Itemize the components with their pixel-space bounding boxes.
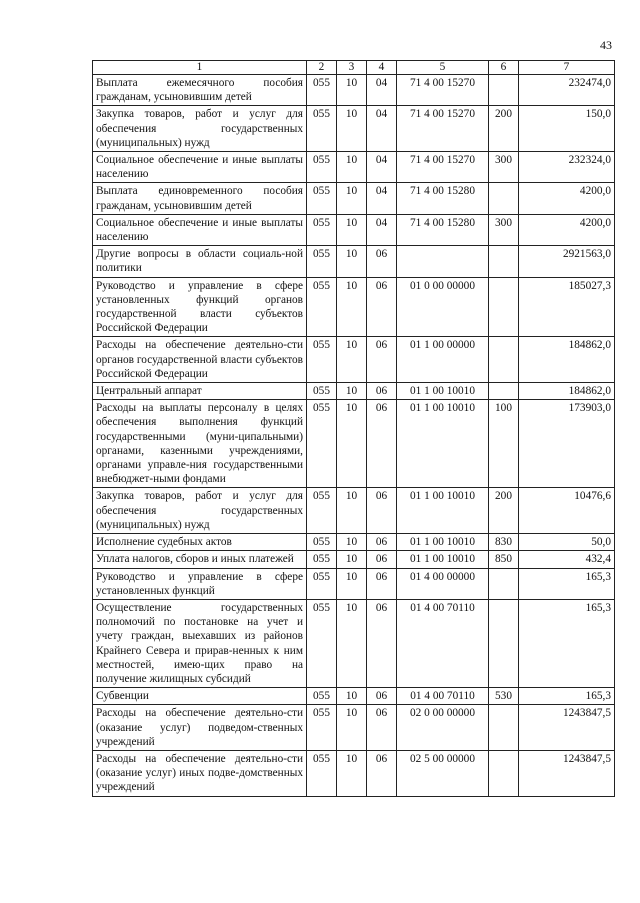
expense-type-cell <box>489 246 519 277</box>
table-row <box>93 488 615 534</box>
target-article-cell: 71 4 00 15270 <box>397 75 489 106</box>
target-article-cell: 01 1 00 10010 <box>397 488 489 534</box>
subsection-code-cell: 06 <box>367 383 397 400</box>
section-code-cell: 10 <box>337 75 367 106</box>
subsection-code-cell: 06 <box>367 688 397 705</box>
item-name-cell: Другие вопросы в области социаль-ной политики <box>93 246 307 277</box>
subsection-code-cell: 04 <box>367 214 397 245</box>
ministry-code-cell: 055 <box>307 383 337 400</box>
ministry-code-cell: 055 <box>307 152 337 183</box>
ministry-code-cell: 055 <box>307 705 337 751</box>
subsection-code-cell: 06 <box>367 568 397 599</box>
section-code-cell: 10 <box>337 214 367 245</box>
amount-cell: 165,3 <box>519 568 615 599</box>
table-row <box>93 75 615 106</box>
expense-type-cell <box>489 599 519 687</box>
item-name-cell: Социальное обеспечение и иные выплаты населению <box>93 152 307 183</box>
ministry-code-cell: 055 <box>307 246 337 277</box>
column-header: 6 <box>489 61 519 75</box>
column-header: 2 <box>307 61 337 75</box>
target-article-cell: 71 4 00 15280 <box>397 214 489 245</box>
section-code-cell: 10 <box>337 551 367 568</box>
item-name-cell: Расходы на обеспечение деятельно-сти (оказание услуг) иных подве-домственных учреждений <box>93 750 307 796</box>
ministry-code-cell: 055 <box>307 534 337 551</box>
target-article-cell: 01 4 00 00000 <box>397 568 489 599</box>
amount-cell: 4200,0 <box>519 183 615 214</box>
subsection-code-cell: 06 <box>367 488 397 534</box>
target-article-cell: 02 0 00 00000 <box>397 705 489 751</box>
section-code-cell: 10 <box>337 534 367 551</box>
amount-cell: 184862,0 <box>519 337 615 383</box>
item-name-cell: Расходы на выплаты персоналу в целях обеспечения выполнения функций государственными (муни-ципальными) органами, казенными учреждениями, органами управле-ния государственными внебюджет-ными фондами <box>93 400 307 488</box>
ministry-code-cell: 055 <box>307 688 337 705</box>
expense-type-cell <box>489 750 519 796</box>
item-name-cell: Выплата единовременного пособия гражданам, усыновившим детей <box>93 183 307 214</box>
ministry-code-cell: 055 <box>307 337 337 383</box>
expense-type-cell <box>489 705 519 751</box>
ministry-code-cell: 055 <box>307 488 337 534</box>
amount-cell: 150,0 <box>519 106 615 152</box>
table-row <box>93 152 615 183</box>
amount-cell: 232474,0 <box>519 75 615 106</box>
target-article-cell: 71 4 00 15280 <box>397 183 489 214</box>
item-name-cell: Закупка товаров, работ и услуг для обеспечения государственных (муниципальных) нужд <box>93 488 307 534</box>
target-article-cell <box>397 246 489 277</box>
item-name-cell: Субвенции <box>93 688 307 705</box>
ministry-code-cell: 055 <box>307 750 337 796</box>
section-code-cell: 10 <box>337 400 367 488</box>
table-row <box>93 750 615 796</box>
expense-type-cell: 830 <box>489 534 519 551</box>
ministry-code-cell: 055 <box>307 183 337 214</box>
table-row <box>93 551 615 568</box>
ministry-code-cell: 055 <box>307 400 337 488</box>
amount-cell: 1243847,5 <box>519 705 615 751</box>
table-row <box>93 568 615 599</box>
table-row <box>93 400 615 488</box>
expense-type-cell: 300 <box>489 152 519 183</box>
table-row <box>93 246 615 277</box>
ministry-code-cell: 055 <box>307 75 337 106</box>
table-row <box>93 383 615 400</box>
target-article-cell: 01 1 00 10010 <box>397 551 489 568</box>
expense-type-cell <box>489 383 519 400</box>
amount-cell: 50,0 <box>519 534 615 551</box>
target-article-cell: 71 4 00 15270 <box>397 152 489 183</box>
ministry-code-cell: 055 <box>307 599 337 687</box>
subsection-code-cell: 06 <box>367 551 397 568</box>
subsection-code-cell: 04 <box>367 152 397 183</box>
expense-type-cell: 300 <box>489 214 519 245</box>
target-article-cell: 71 4 00 15270 <box>397 106 489 152</box>
section-code-cell: 10 <box>337 568 367 599</box>
amount-cell: 4200,0 <box>519 214 615 245</box>
subsection-code-cell: 06 <box>367 705 397 751</box>
amount-cell: 2921563,0 <box>519 246 615 277</box>
expense-type-cell: 200 <box>489 488 519 534</box>
section-code-cell: 10 <box>337 337 367 383</box>
subsection-code-cell: 06 <box>367 400 397 488</box>
table-row <box>93 534 615 551</box>
ministry-code-cell: 055 <box>307 106 337 152</box>
item-name-cell: Расходы на обеспечение деятельно-сти органов государственной власти субъектов Российской Федерации <box>93 337 307 383</box>
item-name-cell: Руководство и управление в сфере установленных функций органов государственной власти субъектов Российской Федерации <box>93 277 307 337</box>
expense-type-cell: 530 <box>489 688 519 705</box>
section-code-cell: 10 <box>337 277 367 337</box>
target-article-cell: 02 5 00 00000 <box>397 750 489 796</box>
section-code-cell: 10 <box>337 750 367 796</box>
column-header: 4 <box>367 61 397 75</box>
expense-type-cell <box>489 337 519 383</box>
amount-cell: 1243847,5 <box>519 750 615 796</box>
amount-cell: 184862,0 <box>519 383 615 400</box>
column-header: 7 <box>519 61 615 75</box>
target-article-cell: 01 4 00 70110 <box>397 688 489 705</box>
item-name-cell: Осуществление государственных полномочий по постановке на учет и учету граждан, выехавших из районов Крайнего Севера и прирав-ненных к ним местностей, имею-щих право на получение жилищных субсидий <box>93 599 307 687</box>
section-code-cell: 10 <box>337 688 367 705</box>
table-row <box>93 106 615 152</box>
target-article-cell: 01 0 00 00000 <box>397 277 489 337</box>
item-name-cell: Расходы на обеспечение деятельно-сти (оказание услуг) подведом-ственных учреждений <box>93 705 307 751</box>
amount-cell: 165,3 <box>519 688 615 705</box>
table-row <box>93 337 615 383</box>
amount-cell: 173903,0 <box>519 400 615 488</box>
section-code-cell: 10 <box>337 246 367 277</box>
table-row <box>93 214 615 245</box>
table-row <box>93 277 615 337</box>
item-name-cell: Выплата ежемесячного пособия гражданам, усыновившим детей <box>93 75 307 106</box>
table-row <box>93 688 615 705</box>
section-code-cell: 10 <box>337 488 367 534</box>
subsection-code-cell: 06 <box>367 534 397 551</box>
target-article-cell: 01 1 00 10010 <box>397 400 489 488</box>
amount-cell: 185027,3 <box>519 277 615 337</box>
column-header: 3 <box>337 61 367 75</box>
expense-type-cell: 100 <box>489 400 519 488</box>
ministry-code-cell: 055 <box>307 568 337 599</box>
subsection-code-cell: 06 <box>367 750 397 796</box>
subsection-code-cell: 04 <box>367 106 397 152</box>
target-article-cell: 01 4 00 70110 <box>397 599 489 687</box>
page-number: 43 <box>600 38 612 52</box>
item-name-cell: Руководство и управление в сфере установленных функций <box>93 568 307 599</box>
expense-type-cell: 850 <box>489 551 519 568</box>
table-row <box>93 183 615 214</box>
section-code-cell: 10 <box>337 599 367 687</box>
amount-cell: 232324,0 <box>519 152 615 183</box>
subsection-code-cell: 06 <box>367 246 397 277</box>
subsection-code-cell: 06 <box>367 337 397 383</box>
target-article-cell: 01 1 00 00000 <box>397 337 489 383</box>
expense-type-cell <box>489 75 519 106</box>
amount-cell: 165,3 <box>519 599 615 687</box>
item-name-cell: Социальное обеспечение и иные выплаты населению <box>93 214 307 245</box>
column-header: 5 <box>397 61 489 75</box>
item-name-cell: Исполнение судебных актов <box>93 534 307 551</box>
ministry-code-cell: 055 <box>307 277 337 337</box>
expense-type-cell: 200 <box>489 106 519 152</box>
amount-cell: 432,4 <box>519 551 615 568</box>
ministry-code-cell: 055 <box>307 214 337 245</box>
item-name-cell: Центральный аппарат <box>93 383 307 400</box>
ministry-code-cell: 055 <box>307 551 337 568</box>
section-code-cell: 10 <box>337 183 367 214</box>
subsection-code-cell: 06 <box>367 599 397 687</box>
expense-type-cell <box>489 277 519 337</box>
section-code-cell: 10 <box>337 106 367 152</box>
item-name-cell: Уплата налогов, сборов и иных платежей <box>93 551 307 568</box>
subsection-code-cell: 06 <box>367 277 397 337</box>
section-code-cell: 10 <box>337 705 367 751</box>
table-row <box>93 599 615 687</box>
amount-cell: 10476,6 <box>519 488 615 534</box>
item-name-cell: Закупка товаров, работ и услуг для обеспечения государственных (муниципальных) нужд <box>93 106 307 152</box>
expense-type-cell <box>489 568 519 599</box>
section-code-cell: 10 <box>337 383 367 400</box>
target-article-cell: 01 1 00 10010 <box>397 534 489 551</box>
expense-type-cell <box>489 183 519 214</box>
table-row <box>93 705 615 751</box>
section-code-cell: 10 <box>337 152 367 183</box>
target-article-cell: 01 1 00 10010 <box>397 383 489 400</box>
header-row <box>93 61 615 75</box>
subsection-code-cell: 04 <box>367 75 397 106</box>
subsection-code-cell: 04 <box>367 183 397 214</box>
budget-table <box>92 60 615 797</box>
column-header: 1 <box>93 61 307 75</box>
